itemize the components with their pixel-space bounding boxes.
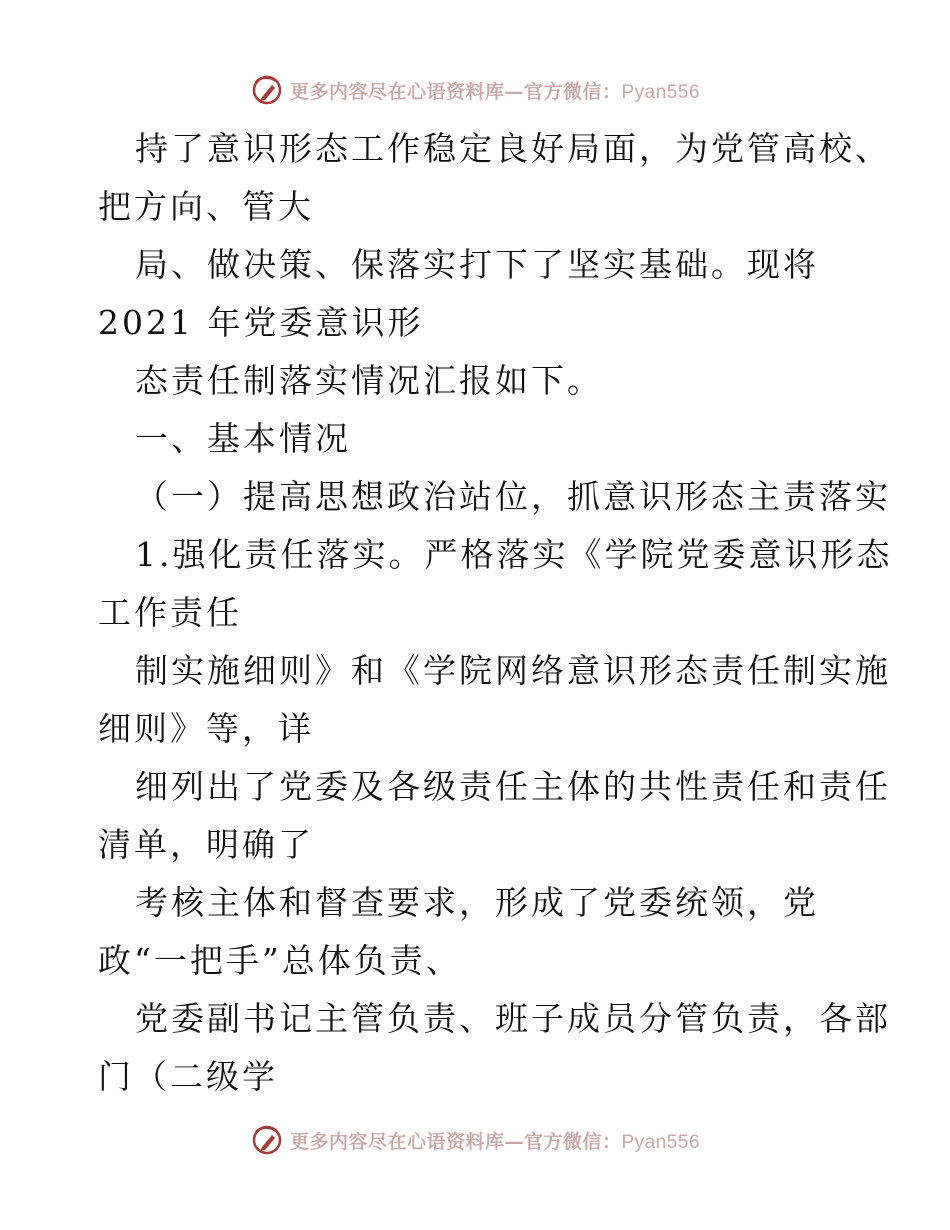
text-line: 态责任制落实情况汇报如下。 [135,361,603,400]
text-line: 把方向、管大 [98,187,314,226]
header-watermark [0,70,950,110]
section-heading: 一、基本情况 [135,419,351,458]
watermark-text: 更多内容尽在心语资料库—官方微信：Pyan556 [289,1130,701,1153]
text-line: 工作责任 [98,593,242,632]
text-line: 细则》等，详 [98,709,314,748]
text-line: 考核主体和督查要求，形成了党委统领，党 [135,883,819,922]
text-line: 门（二级学 [98,1057,278,1096]
text-line: 持了意识形态工作稳定良好局面，为党管高校、 [135,129,891,168]
text-line: 政“一把手”总体负责、 [98,941,462,980]
text-line: 清单，明确了 [98,825,314,864]
pen-nib-circle-icon [250,73,284,107]
subsection-heading: （一）提高思想政治站位，抓意识形态主责落实 [135,477,891,516]
pen-nib-circle-icon [250,1123,284,1157]
footer-watermark [0,1120,950,1160]
document-body [98,120,893,1106]
text-line: 2021 年党委意识形 [98,303,424,342]
text-line: 细列出了党委及各级责任主体的共性责任和责任 [135,767,891,806]
text-line: 1.强化责任落实。严格落实《学院党委意识形态 [135,535,893,574]
watermark-text: 更多内容尽在心语资料库—官方微信：Pyan556 [289,80,701,103]
text-line: 局、做决策、保落实打下了坚实基础。现将 [135,245,819,284]
text-line: 制实施细则》和《学院网络意识形态责任制实施 [135,651,891,690]
text-line: 党委副书记主管负责、班子成员分管负责，各部 [135,999,891,1038]
